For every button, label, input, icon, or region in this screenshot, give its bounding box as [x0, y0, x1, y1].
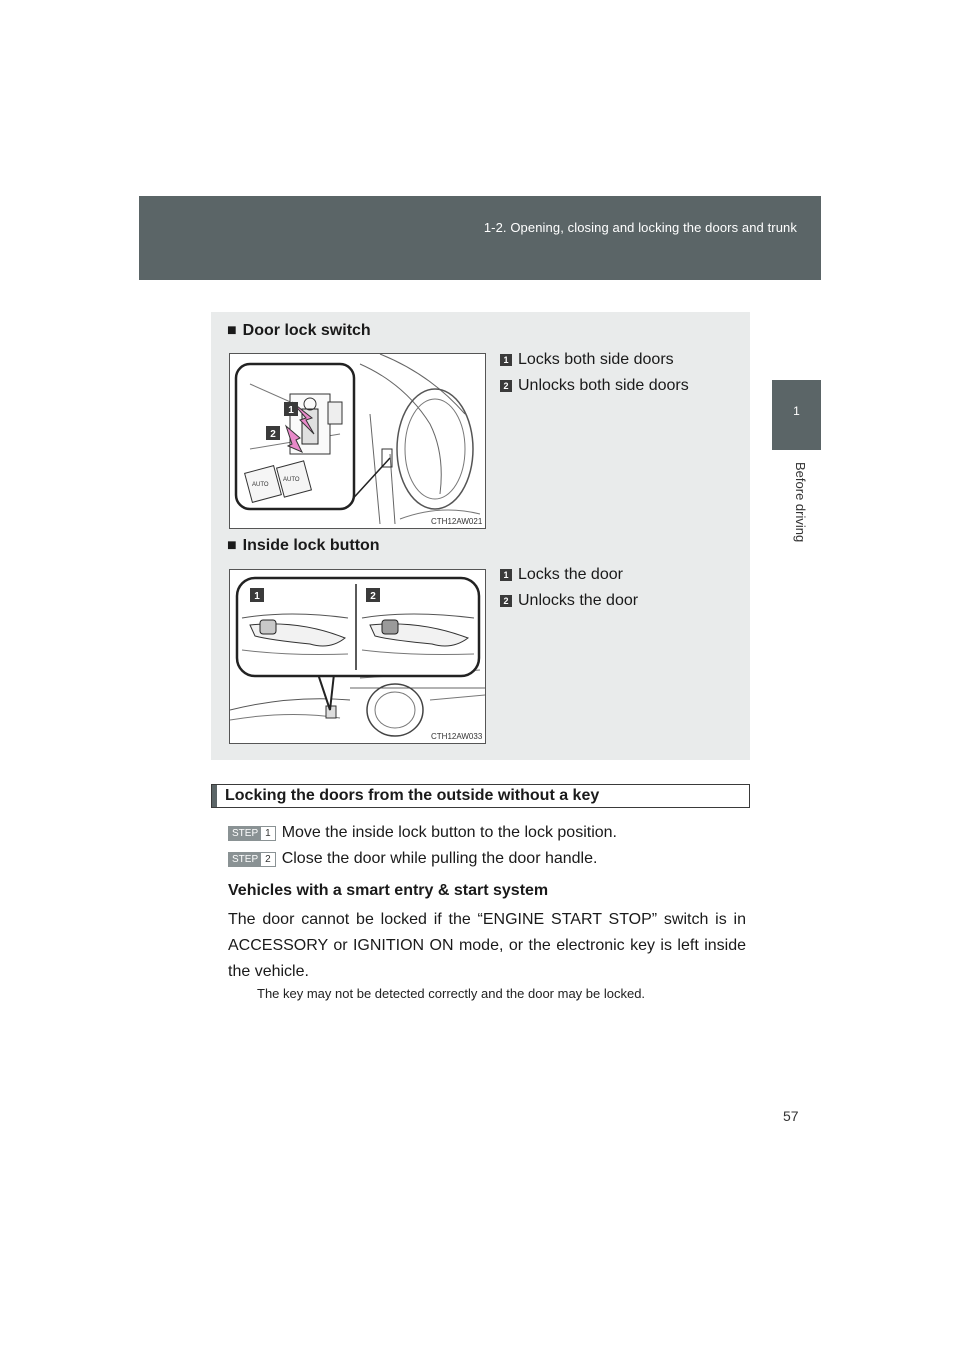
square-bullet-icon: ■ [227, 322, 237, 339]
legend-item: 1 Locks both side doors [500, 350, 674, 370]
number-badge-icon: 1 [500, 354, 512, 366]
section-title-box [211, 784, 750, 808]
step-tag: STEP 1 [228, 826, 276, 841]
legend-item: 1 Locks the door [500, 565, 623, 585]
legend-item: 2 Unlocks the door [500, 591, 638, 611]
svg-text:1: 1 [288, 405, 294, 416]
svg-text:1: 1 [254, 591, 260, 602]
section-title: Locking the doors from the outside without a key [225, 787, 600, 804]
image-code-label: CTH12AW021 [431, 517, 483, 526]
number-badge-icon: 2 [500, 380, 512, 392]
door-lock-switch-illustration [229, 353, 486, 529]
chapter-label: Before driving [793, 462, 808, 543]
step-text: Close the door while pulling the door handle. [281, 850, 598, 867]
inside-lock-button-illustration [229, 569, 486, 744]
svg-text:AUTO: AUTO [252, 482, 269, 488]
legend-item: 2 Unlocks both side doors [500, 376, 689, 396]
step-item [228, 823, 617, 843]
section-title-bar [212, 785, 217, 807]
subheading: Vehicles with a smart entry & start system [228, 882, 549, 899]
step-text: Move the inside lock button to the lock position. [281, 824, 617, 841]
inside-lock-button-heading: ■ Inside lock button [227, 537, 380, 554]
svg-text:2: 2 [370, 591, 376, 602]
number-badge-icon: 2 [500, 595, 512, 607]
square-bullet-icon: ■ [227, 537, 237, 554]
door-lock-switch-heading: ■ Door lock switch [227, 322, 371, 339]
number-badge-icon: 1 [500, 569, 512, 581]
body-paragraph: The door cannot be locked if the “ENGINE START STOP” switch is in ACCESSORY or IGNITION ON mode, or the electronic key is left inside the vehicle. [228, 911, 746, 980]
page-header [139, 196, 821, 280]
step-tag: STEP 2 [228, 852, 276, 867]
svg-text:2: 2 [270, 429, 276, 440]
page-number: 57 [783, 1108, 799, 1124]
chapter-tab [772, 380, 821, 450]
note-text: The key may not be detected correctly and the door may be locked. [257, 986, 646, 1001]
chapter-number: 1 [793, 404, 800, 418]
svg-text:AUTO: AUTO [283, 477, 300, 483]
step-item [228, 849, 597, 869]
header-title: 1-2. Opening, closing and locking the doors and trunk [483, 220, 797, 235]
image-code-label: CTH12AW033 [431, 732, 483, 741]
